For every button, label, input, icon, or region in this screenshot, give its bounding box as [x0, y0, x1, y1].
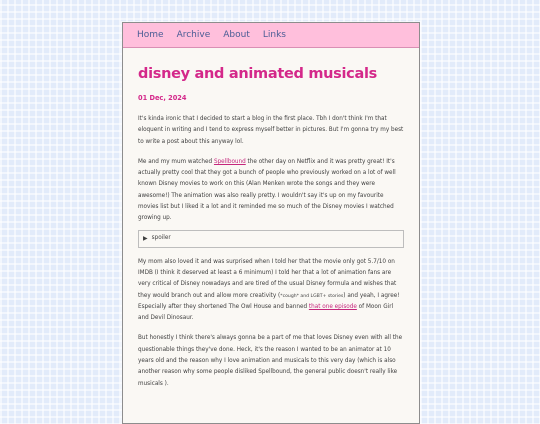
paragraph-text: My mom also loved it and was surprised when I told her that the movie only got 5.7/10 on IMDB (I think it deserved at least a 6 minimum) I told her that a lot of animation fans are very critical of Disney nowadays and are tired of the usual Disney formula and wishes that they would branch out and allow more creativity ( — [138, 258, 397, 299]
paragraph-conclusion: But honestly I think there's always gonna be a part of me that loves Disney even with all the questionable things they've done. Heck, it's the reason I wanted to be an animator at 10 years old and the reason why I love animation and musicals to this very day (which is also another reason why some people disliked Spellbound, the general public doesn't really like musicals ). — [138, 335, 403, 387]
paragraph-text: of Moon Girl and Devil Dinosaur. — [138, 303, 394, 322]
triangle-right-icon: ▶ — [143, 234, 148, 242]
paragraph-imdb — [138, 257, 404, 325]
paragraph-text: the other day on Netflix and it was pretty great! It's actually pretty cool that they got a bunch of people who previously worked on a lot of well known Disney movies to work on this (Alan Menken wrote the songs and they were awesome!) The animation was also really pretty. I wouldn't say it's up on my favourite movies list but I liked it a lot and it reminded me so much of the Disney movies I watched growing up. — [138, 158, 396, 222]
post-date: 01 Dec, 2024 — [138, 94, 187, 102]
small-aside-text: *cough* and LGBT+ stories — [280, 293, 344, 299]
post-content — [123, 65, 419, 390]
nav-archive-link[interactable]: Archive — [176, 30, 211, 40]
spellbound-link[interactable]: Spellbound — [213, 158, 246, 165]
spoiler-label: spoiler — [151, 235, 171, 242]
nav-home-link[interactable]: Home — [137, 30, 164, 40]
nav-about-link[interactable]: About — [223, 30, 250, 40]
top-nav — [123, 23, 419, 48]
paragraph-text: Me and my mum watched — [138, 158, 214, 165]
spoiler-toggle[interactable] — [138, 230, 404, 248]
nav-links-link[interactable]: Links — [262, 30, 286, 40]
paragraph-intro: It's kinda ironic that I decided to start a blog in the first place. Tbh I don't think I'm that eloquent in writing and I tend to express myself better in pictures. But I'm gonna try my best to write a post about this anyway lol. — [138, 116, 404, 145]
episode-link[interactable]: that one episode — [308, 303, 357, 310]
blog-card — [122, 22, 420, 424]
paragraph-text: ) and yeah, I agree! Especially after they shortened The Owl House and banned — [138, 292, 400, 310]
post-title: disney and animated musicals — [138, 66, 377, 82]
paragraph-spellbound — [138, 157, 404, 225]
